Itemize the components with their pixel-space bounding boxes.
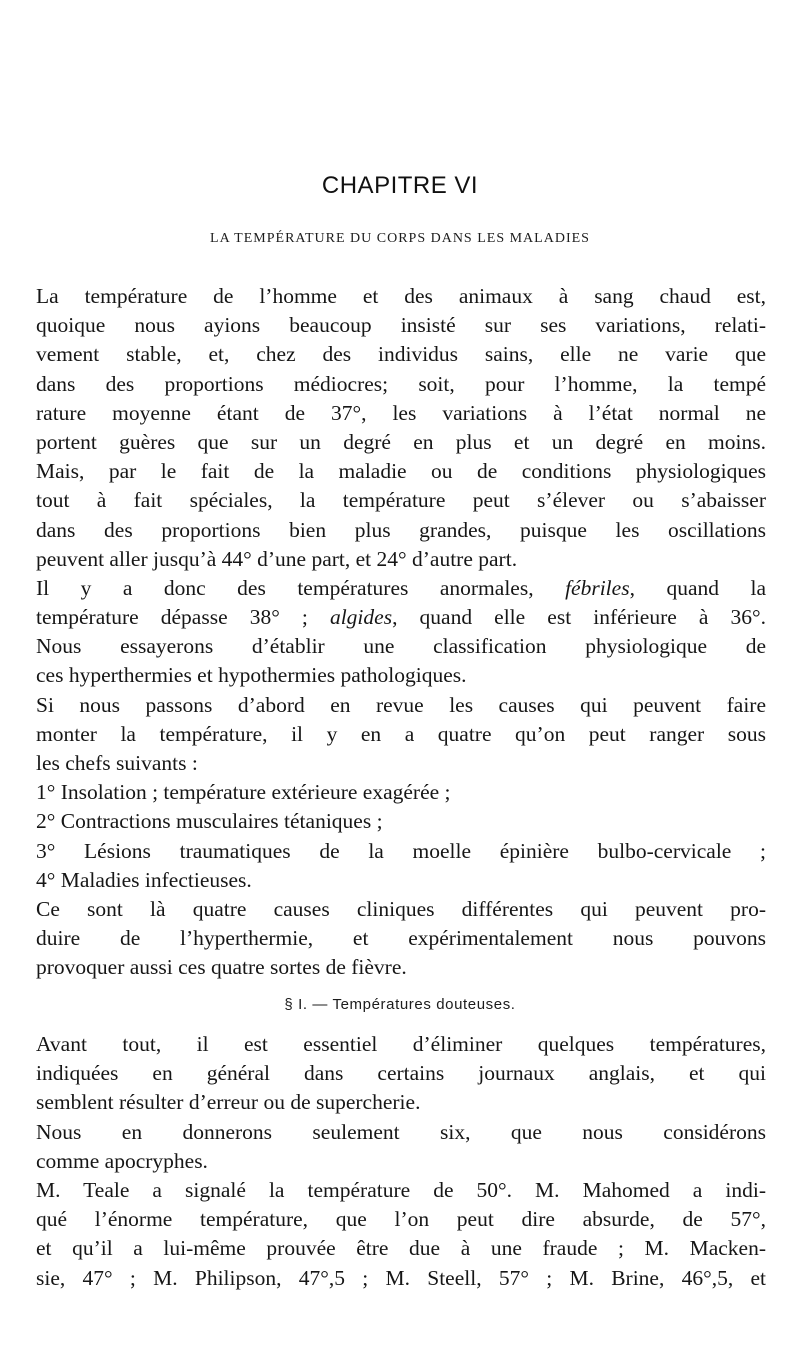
text-line: comme apocryphes.	[36, 1148, 208, 1173]
text-line: dans des proportions bien plus grandes, puisque les oscillations	[36, 517, 766, 542]
text-line: Avant tout, il est essentiel d’éliminer quelques températures,	[36, 1032, 766, 1056]
text-line: portent guères que sur un degré en plus et un degré en moins.	[36, 429, 766, 454]
text-line: duire de l’hyperthermie, et expérimentalement nous pouvons	[36, 926, 766, 951]
text-line: semblent résulter d’erreur ou de supercherie.	[36, 1090, 421, 1115]
text-line: M. Teale a signalé la température de 50°. M. Mahomed a indi-	[36, 1177, 766, 1202]
text-line: ces hyperthermies et hypothermies pathologiques.	[36, 663, 467, 688]
text-line	[36, 574, 766, 603]
text-line: Si nous passons d’abord en revue les causes qui peuvent faire	[36, 692, 766, 717]
chapter-title: CHAPITRE VI	[321, 172, 479, 199]
text-line: Nous en donnerons seulement six, que nous considérons	[36, 1119, 766, 1144]
list-item: 3° Lésions traumatiques de la moelle épinière bulbo-cervicale ;	[36, 838, 766, 863]
text-run: température dépasse 38° ;	[36, 605, 330, 630]
list-item: 1° Insolation ; température extérieure exagérée ;	[36, 780, 451, 805]
list-item: 4° Maladies infectieuses.	[36, 867, 252, 892]
italic-term-algides: algides	[329, 605, 393, 630]
text-line: rature moyenne étant de 37°, les variations à l’état normal ne	[36, 400, 766, 425]
text-line: qué l’énorme température, que l’on peut dire absurde, de 57°,	[36, 1207, 766, 1232]
text-line: les chefs suivants :	[36, 751, 198, 775]
text-line: Ce sont là quatre causes cliniques différentes qui peuvent pro-	[36, 896, 766, 921]
text-line: peuvent aller jusqu’à 44° d’une part, et 24° d’autre part.	[36, 546, 518, 571]
italic-term-febriles: fébriles	[565, 575, 630, 600]
text-run: , quand elle est inférieure à 36°.	[392, 605, 766, 630]
text-line: et qu’il a lui-même prouvée être due à une fraude ; M. Macken-	[36, 1236, 766, 1261]
text-line: vement stable, et, chez des individus sains, elle ne varie que	[36, 342, 766, 367]
text-line: provoquer aussi ces quatre sortes de fièvre.	[36, 955, 407, 980]
text-line: monter la température, il y en a quatre qu’on peut ranger sous	[36, 721, 766, 746]
text-line: tout à fait spéciales, la température peut s’élever ou s’abaisser	[36, 488, 766, 513]
text-line: La température de l’homme et des animaux à sang chaud est,	[36, 284, 766, 308]
chapter-subtitle: LA TEMPÉRATURE DU CORPS DANS LES MALADIES	[210, 231, 590, 246]
list-item: 2° Contractions musculaires tétaniques ;	[36, 809, 383, 834]
text-line: sie, 47° ; M. Philipson, 47°,5 ; M. Steell, 57° ; M. Brine, 46°,5, et	[36, 1265, 766, 1290]
text-line: dans des proportions médiocres; soit, pour l’homme, la tempé	[36, 371, 766, 396]
section-2-body	[36, 1030, 766, 1293]
text-line: indiquées en général dans certains journaux anglais, et qui	[36, 1061, 766, 1086]
text-line: Mais, par le fait de la maladie ou de conditions physiologiques	[36, 459, 766, 484]
text-line: quoique nous ayions beaucoup insisté sur ses variations, relati-	[36, 313, 766, 338]
section-1-body	[36, 282, 766, 983]
section-heading: § I. — Températures douteuses.	[284, 996, 516, 1013]
text-line	[36, 603, 766, 632]
text-run: , quand la	[629, 575, 766, 600]
text-line: Nous essayerons d’établir une classification physiologique de	[36, 634, 766, 659]
text-run: Il y a donc des températures anormales,	[36, 575, 566, 600]
